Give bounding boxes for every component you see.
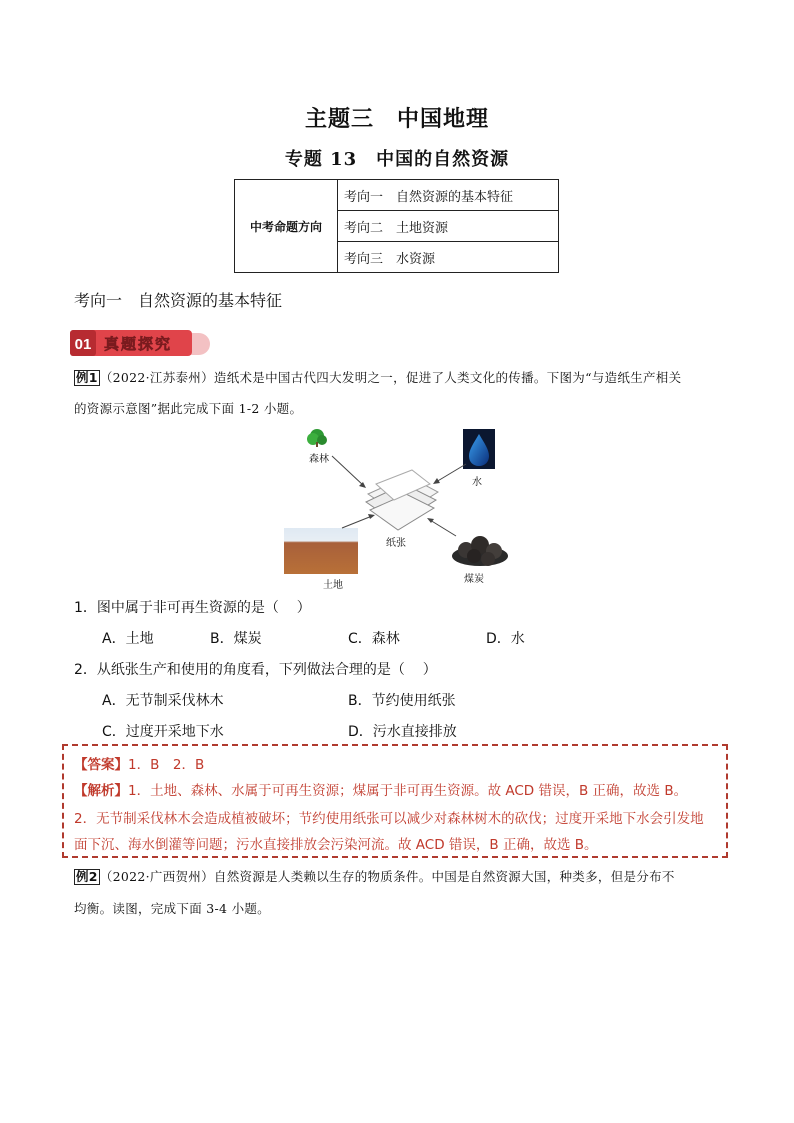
analysis-line3: 面下沉、海水倒灌等问题；污水直接排放会污染河流。故 ACD 错误，B 正确，故选 B。 — [74, 837, 598, 853]
example2-text: （2022·广西贺州）自然资源是人类赖以生存的物质条件。中国是自然资源大国，种类多，但是分布不 — [99, 869, 675, 884]
example2-label: 例2 — [76, 869, 98, 884]
q2-option-b: B．节约使用纸张 — [348, 693, 456, 709]
land-photo — [284, 528, 358, 574]
directions-label: 中考命题方向 — [235, 180, 338, 273]
q2-option-d: D．污水直接排放 — [348, 724, 457, 740]
q2-stem: 2．从纸张生产和使用的角度看，下列做法合理的是（ ） — [74, 662, 437, 678]
example1-text: （2022·江苏泰州）造纸术是中国古代四大发明之一，促进了人类文化的传播。下图为“与造纸生产相关 — [99, 370, 682, 385]
q2-option-c: C．过度开采地下水 — [102, 724, 224, 740]
theme-title: 主题三 中国地理 — [304, 107, 489, 132]
example2-line1 — [74, 867, 734, 885]
direction-item: 考向一 自然资源的基本特征 — [338, 180, 559, 211]
q1-stem: 1．图中属于非可再生资源的是（ ） — [74, 600, 311, 616]
resource-figure — [280, 424, 520, 589]
q2-option-a: A．无节制采伐林木 — [102, 693, 224, 709]
q1-option-b: B．煤炭 — [210, 631, 262, 647]
paper-stack-icon — [366, 470, 438, 530]
coal-icon — [452, 536, 508, 566]
analysis-line1 — [74, 779, 724, 799]
analysis-line2: 2．无节制采伐林木会造成植被破坏；节约使用纸张可以减少对森林树木的砍伐；过度开采地下水会引发地 — [74, 811, 704, 827]
forest-label: 森林 — [309, 454, 329, 465]
q1-option-a: A．土地 — [102, 631, 154, 647]
direction-item: 考向二 土地资源 — [338, 211, 559, 242]
example1-line2: 的资源示意图”据此完成下面 1-2 小题。 — [74, 401, 303, 416]
coal-label: 煤炭 — [464, 574, 484, 585]
forest-icon — [307, 429, 327, 447]
directions-table — [234, 179, 559, 273]
paper-label: 纸张 — [386, 538, 406, 549]
section-title: 考向一 自然资源的基本特征 — [74, 291, 283, 310]
badge-number: 01 — [74, 336, 92, 353]
water-label: 水 — [472, 477, 482, 488]
example1-line1 — [74, 368, 734, 386]
example2-line2: 均衡。读图，完成下面 3-4 小题。 — [74, 901, 270, 916]
water-drop-icon — [463, 429, 495, 469]
q1-option-d: D．水 — [486, 631, 525, 647]
topic-title: 专题 13 中国的自然资源 — [284, 149, 510, 170]
example1-label: 例1 — [76, 370, 98, 385]
resource-diagram — [280, 424, 520, 589]
analysis-text-1: 1．土地、森林、水属于可再生资源；煤属于非可再生资源。故 ACD 错误，B 正确，故选 B。 — [128, 783, 688, 799]
land-label: 土地 — [323, 580, 343, 591]
q1-option-c: C．森林 — [348, 631, 400, 647]
answer-text: 1．B 2．B — [128, 757, 205, 773]
analysis-label: 【解析】 — [74, 783, 128, 799]
badge-text: 真题探究 — [104, 335, 173, 353]
direction-item: 考向三 水资源 — [338, 242, 559, 273]
answer-label: 【答案】 — [74, 757, 128, 773]
section-badge — [70, 330, 212, 358]
badge-shape — [70, 330, 212, 358]
answer-line — [74, 753, 204, 773]
